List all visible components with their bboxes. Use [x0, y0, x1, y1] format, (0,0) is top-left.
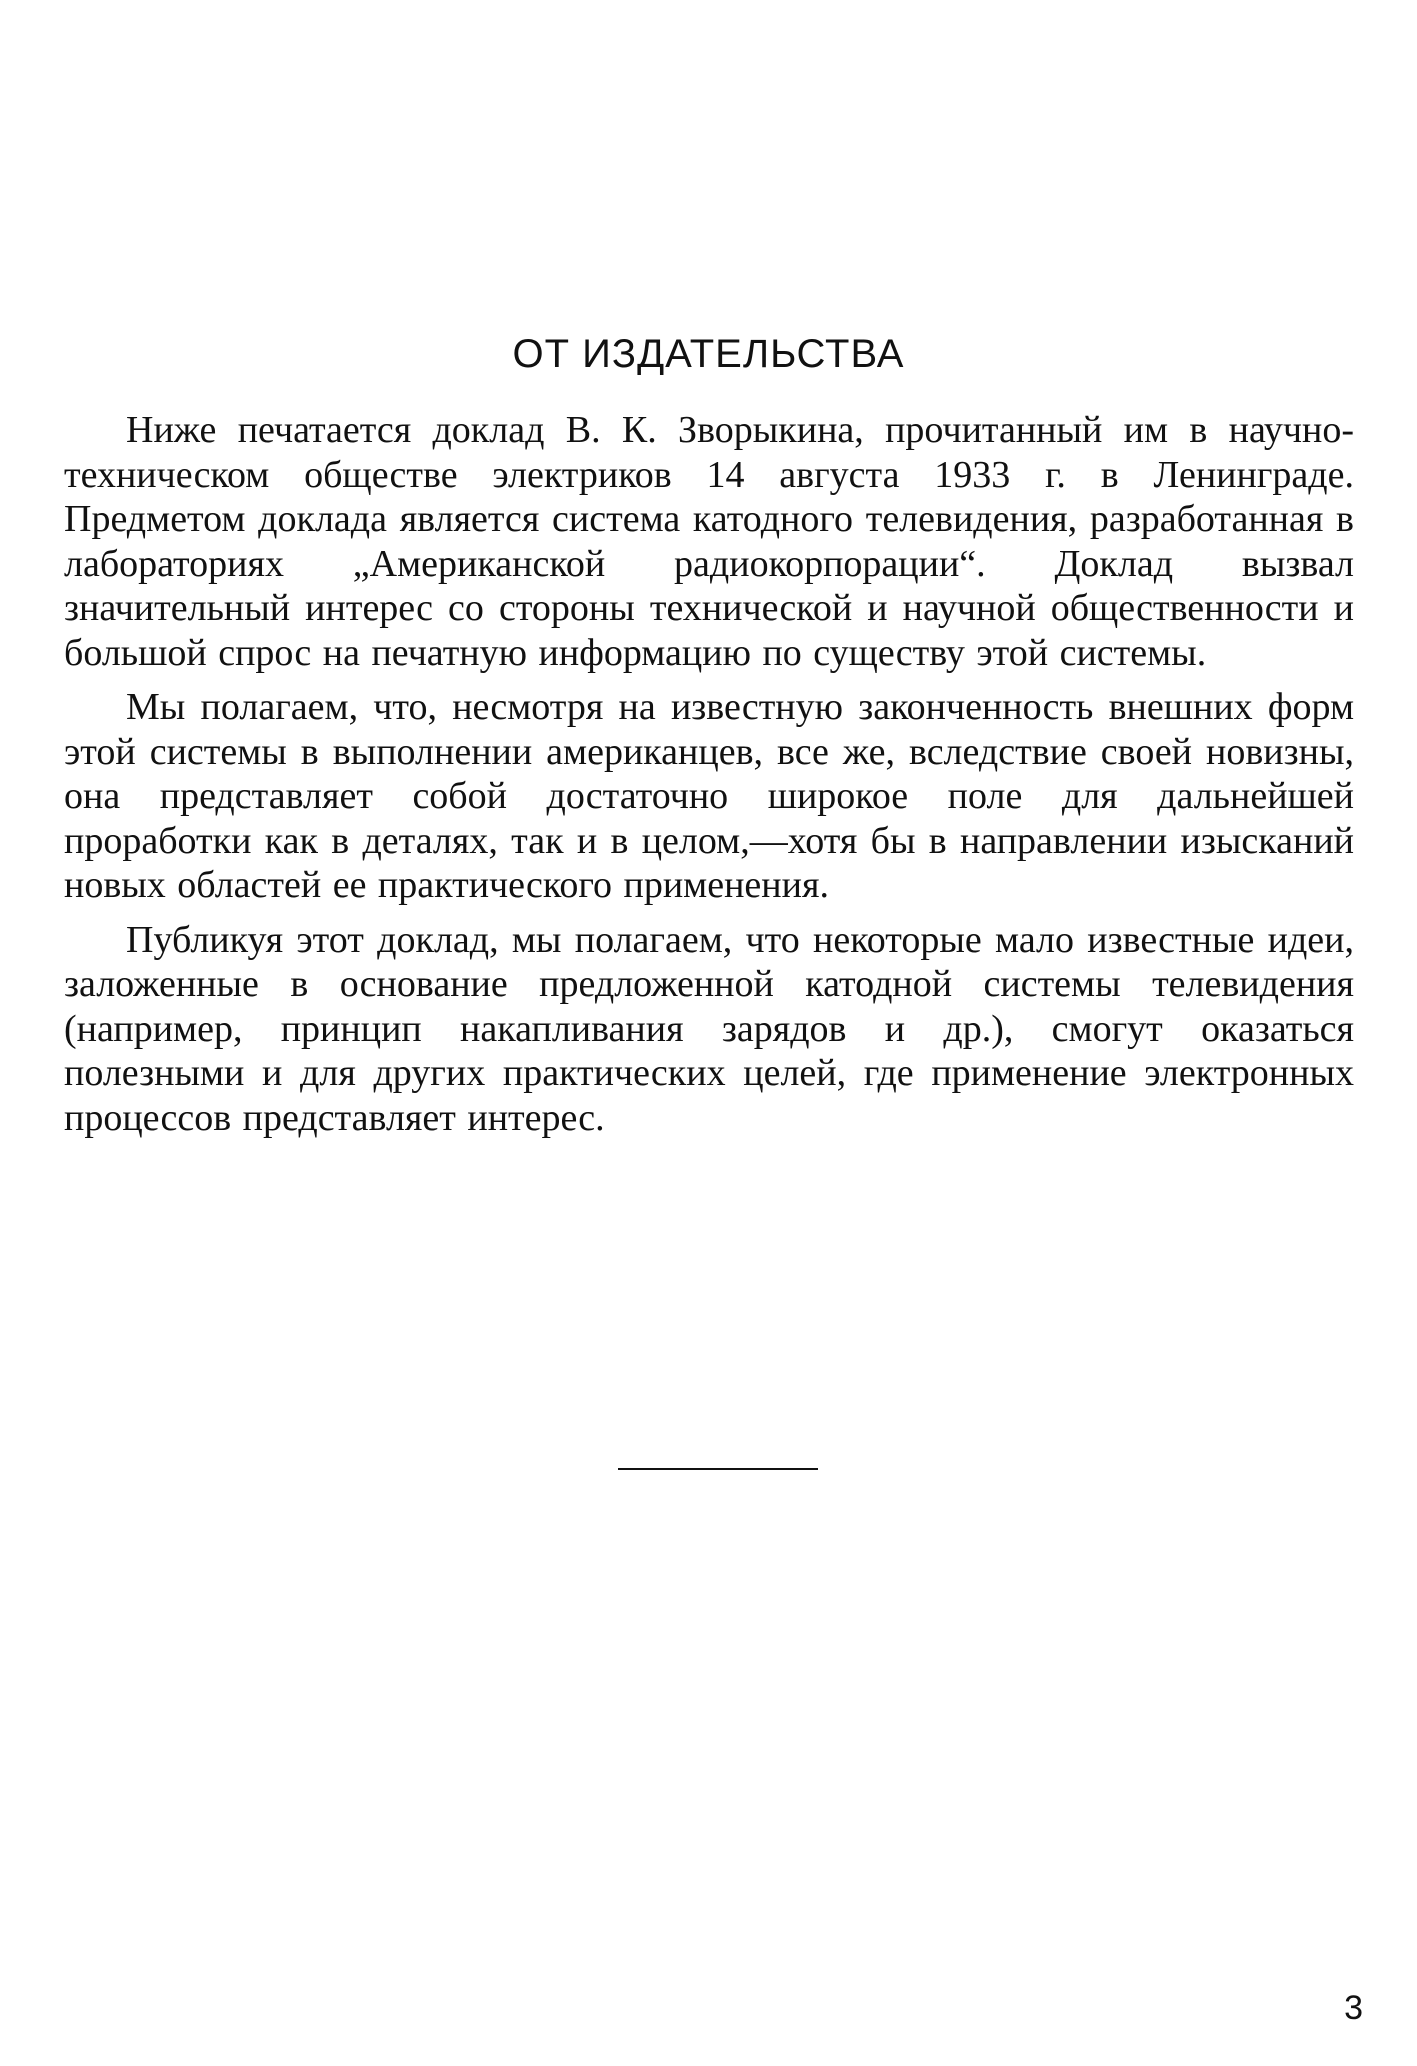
paragraph-3: Публикуя этот доклад, мы полагаем, что некоторые мало известные идеи, заложенные в основание предложенной катодной системы телевидения (например, принцип накапливания зарядов и др.), смогут оказаться полезными и для других практических целей, где применение электронных процессов представляет интерес.: [64, 918, 1354, 1139]
paragraph-2: Мы полагаем, что, несмотря на известную законченность внешних форм этой системы в выполнении американцев, все же, вследствие своей новизны, она представляет собой достаточно широкое поле для дальнейшей проработки как в деталях, так и в целом,—хотя бы в направлении изысканий новых областей ее практического применения.: [64, 686, 1354, 906]
publisher-note: [64, 408, 1354, 1140]
section-title: ОТ ИЗДАТЕЛЬСТВА: [512, 332, 905, 376]
paragraph-1: Ниже печатается доклад В. К. Зворыкина, прочитанный им в научно-техническом обществе электриков 14 августа 1933 г. в Ленинграде. Предметом доклада является система катодного телевидения, разработанная в лабораториях „Американской радиокорпорации“. Доклад вызвал значительный интерес со стороны технической и научной общественности и большой спрос на печатную информацию по существу этой системы.: [64, 409, 1354, 674]
section-divider: [618, 1468, 818, 1470]
page-number: 3: [1344, 1989, 1363, 2027]
